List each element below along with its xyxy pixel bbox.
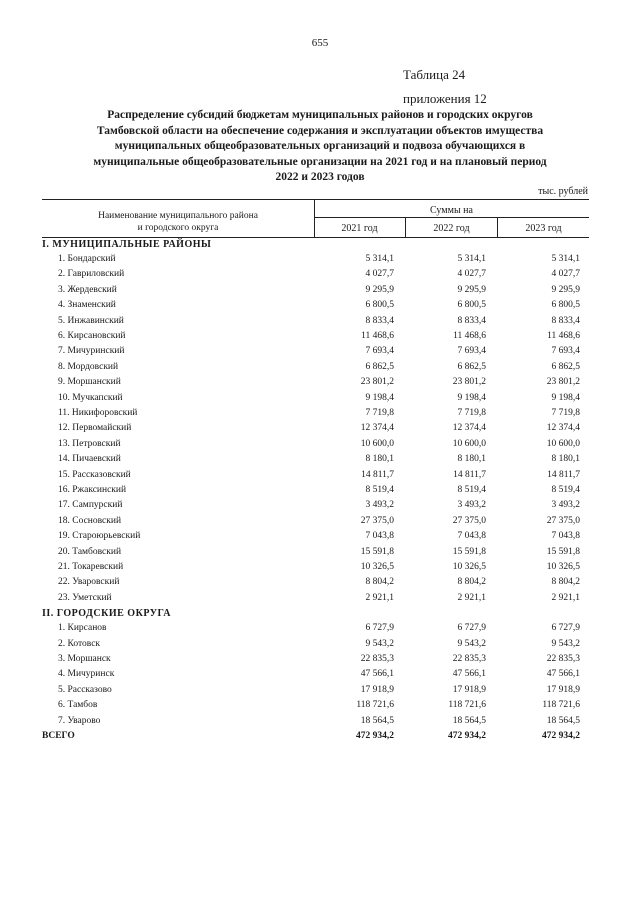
value-2021: 8 833,4 bbox=[365, 315, 394, 326]
table-row bbox=[42, 698, 589, 714]
value-2022: 10 326,5 bbox=[452, 562, 486, 572]
value-2022: 17 918,9 bbox=[452, 684, 486, 695]
value-2022: 7 719,8 bbox=[457, 408, 486, 418]
table-row bbox=[42, 575, 589, 591]
table-row bbox=[42, 406, 589, 422]
header-year-2023: 2023 год bbox=[525, 223, 562, 234]
total-label: ВСЕГО bbox=[42, 731, 75, 741]
value-2021: 22 835,3 bbox=[360, 654, 394, 664]
total-2022: 472 934,2 bbox=[448, 731, 486, 741]
value-2022: 8 519,4 bbox=[457, 485, 486, 495]
value-2021: 23 801,2 bbox=[360, 377, 394, 388]
value-2021: 7 719,8 bbox=[365, 408, 394, 418]
value-2023: 4 027,7 bbox=[551, 269, 580, 280]
value-2022: 9 543,2 bbox=[457, 638, 486, 649]
row-name: 4. Мичуринск bbox=[58, 669, 115, 680]
value-2023: 10 326,5 bbox=[546, 562, 580, 572]
value-2022: 4 027,7 bbox=[457, 269, 486, 280]
row-name: 16. Ржаксинский bbox=[58, 485, 127, 495]
header-name-column bbox=[42, 210, 314, 234]
table-row bbox=[42, 360, 589, 376]
total-2023: 472 934,2 bbox=[542, 731, 580, 741]
value-2023: 27 375,0 bbox=[546, 515, 580, 526]
title-line: муниципальных общеобразовательных организаций и подвоза обучающихся в bbox=[114, 140, 526, 152]
row-name: 4. Знаменский bbox=[58, 300, 116, 311]
table-row bbox=[42, 298, 589, 314]
row-name: 21. Токаревский bbox=[58, 562, 124, 572]
table-row bbox=[42, 514, 589, 530]
value-2022: 9 295,9 bbox=[457, 284, 486, 295]
row-name: 10. Мучкапский bbox=[58, 392, 123, 403]
value-2021: 8 180,1 bbox=[365, 454, 394, 465]
table-row bbox=[42, 252, 589, 268]
value-2023: 47 566,1 bbox=[546, 669, 580, 680]
value-2021: 14 811,7 bbox=[361, 469, 394, 480]
value-2022: 5 314,1 bbox=[457, 254, 486, 264]
value-2023: 8 180,1 bbox=[551, 454, 580, 465]
value-2021: 6 727,9 bbox=[365, 623, 394, 634]
value-2022: 15 591,8 bbox=[452, 546, 486, 557]
value-2021: 9 198,4 bbox=[365, 392, 394, 403]
row-name: 7. Мичуринский bbox=[58, 346, 125, 357]
value-2021: 9 543,2 bbox=[365, 638, 394, 649]
value-2022: 7 693,4 bbox=[457, 346, 486, 357]
table-row bbox=[42, 560, 589, 576]
table-row bbox=[42, 498, 589, 514]
value-2021: 17 918,9 bbox=[360, 684, 394, 695]
value-2023: 9 295,9 bbox=[551, 284, 580, 295]
title-line: 2022 и 2023 годов bbox=[275, 171, 365, 183]
value-2021: 6 800,5 bbox=[365, 300, 394, 311]
value-2021: 5 314,1 bbox=[365, 254, 394, 264]
value-2023: 2 921,1 bbox=[551, 592, 580, 603]
header-divider bbox=[314, 217, 589, 218]
table-row bbox=[42, 468, 589, 484]
value-2022: 8 833,4 bbox=[457, 315, 486, 326]
value-2023: 22 835,3 bbox=[546, 654, 580, 664]
value-2022: 12 374,4 bbox=[452, 423, 486, 434]
value-2023: 6 862,5 bbox=[551, 361, 580, 372]
value-2023: 17 918,9 bbox=[546, 684, 580, 695]
table-top-border bbox=[42, 199, 589, 200]
value-2021: 7 693,4 bbox=[365, 346, 394, 357]
value-2021: 47 566,1 bbox=[360, 669, 394, 680]
header-name-line: Наименование муниципального района bbox=[98, 211, 258, 221]
value-2021: 2 921,1 bbox=[365, 592, 394, 603]
row-name: 5. Рассказово bbox=[58, 684, 112, 695]
row-name: 23. Уметский bbox=[58, 592, 112, 603]
title-line: муниципальные общеобразовательные организации на 2021 год и на плановый период bbox=[93, 155, 547, 168]
value-2022: 10 600,0 bbox=[452, 438, 486, 449]
row-name: 22. Уваровский bbox=[58, 577, 120, 588]
table-row bbox=[42, 591, 589, 607]
total-2021: 472 934,2 bbox=[356, 731, 394, 741]
header-year-2022: 2022 год bbox=[433, 223, 470, 234]
table-row bbox=[42, 421, 589, 437]
value-2021: 15 591,8 bbox=[360, 546, 394, 557]
value-2023: 6 800,5 bbox=[551, 300, 580, 311]
row-name: 1. Бондарский bbox=[58, 254, 116, 264]
value-2023: 14 811,7 bbox=[547, 469, 580, 480]
value-2022: 6 862,5 bbox=[457, 361, 486, 372]
table-row bbox=[42, 652, 589, 668]
table-row bbox=[42, 375, 589, 391]
value-2023: 3 493,2 bbox=[551, 500, 580, 511]
row-name: 2. Котовск bbox=[58, 638, 101, 649]
row-name: 1. Кирсанов bbox=[58, 623, 107, 634]
table-row bbox=[42, 683, 589, 699]
table-row bbox=[42, 483, 589, 499]
header-year-2021: 2021 год bbox=[341, 223, 378, 234]
header-name-line: и городского округа bbox=[137, 223, 219, 233]
value-2021: 4 027,7 bbox=[365, 269, 394, 280]
section-heading-cities: II. ГОРОДСКИЕ ОКРУГА bbox=[42, 608, 172, 620]
value-2022: 11 468,6 bbox=[453, 331, 486, 341]
table-row bbox=[42, 344, 589, 360]
table-row bbox=[42, 329, 589, 345]
value-2021: 6 862,5 bbox=[365, 361, 394, 372]
value-2022: 6 727,9 bbox=[457, 623, 486, 634]
table-row bbox=[42, 529, 589, 545]
row-name: 15. Рассказовский bbox=[58, 469, 131, 480]
row-name: 14. Пичаевский bbox=[58, 454, 121, 465]
row-name: 20. Тамбовский bbox=[58, 546, 122, 557]
document-title bbox=[40, 108, 600, 186]
row-name: 5. Инжавинский bbox=[58, 315, 124, 326]
header-sums: Суммы на bbox=[430, 205, 473, 216]
row-name: 12. Первомайский bbox=[58, 423, 132, 434]
table-row bbox=[42, 314, 589, 330]
value-2023: 23 801,2 bbox=[546, 377, 580, 388]
value-2021: 10 326,5 bbox=[360, 562, 394, 572]
value-2023: 7 693,4 bbox=[551, 346, 580, 357]
row-name: 11. Никифоровский bbox=[58, 408, 138, 418]
value-2023: 8 833,4 bbox=[551, 315, 580, 326]
value-2023: 118 721,6 bbox=[542, 700, 580, 711]
value-2023: 8 519,4 bbox=[551, 485, 580, 495]
value-2023: 11 468,6 bbox=[547, 331, 580, 341]
value-2022: 118 721,6 bbox=[448, 700, 486, 711]
row-name: 9. Моршанский bbox=[58, 377, 121, 388]
value-2023: 5 314,1 bbox=[551, 254, 580, 264]
value-2022: 14 811,7 bbox=[453, 469, 486, 480]
value-2021: 7 043,8 bbox=[365, 531, 394, 542]
value-2022: 8 804,2 bbox=[457, 577, 486, 588]
value-2022: 18 564,5 bbox=[452, 715, 486, 726]
row-name: 17. Сампурский bbox=[58, 500, 123, 511]
value-2022: 9 198,4 bbox=[457, 392, 486, 403]
value-2021: 8 519,4 bbox=[365, 485, 394, 495]
table-row bbox=[42, 452, 589, 468]
row-name: 18. Сосновский bbox=[58, 515, 122, 526]
value-2021: 18 564,5 bbox=[360, 715, 394, 726]
row-name: 7. Уварово bbox=[58, 715, 101, 726]
value-2021: 11 468,6 bbox=[361, 331, 394, 341]
value-2022: 23 801,2 bbox=[452, 377, 486, 388]
table-row bbox=[42, 283, 589, 299]
value-2021: 12 374,4 bbox=[360, 423, 394, 434]
row-name: 8. Мордовский bbox=[58, 361, 119, 372]
total-row bbox=[42, 729, 589, 745]
value-2021: 27 375,0 bbox=[360, 515, 394, 526]
table-row bbox=[42, 545, 589, 561]
value-2021: 10 600,0 bbox=[360, 438, 394, 449]
table-row bbox=[42, 637, 589, 653]
value-2022: 7 043,8 bbox=[457, 531, 486, 542]
table-row bbox=[42, 267, 589, 283]
value-2023: 8 804,2 bbox=[551, 577, 580, 588]
page-number: 655 bbox=[311, 37, 329, 49]
value-2021: 8 804,2 bbox=[365, 577, 394, 588]
value-2022: 8 180,1 bbox=[457, 454, 486, 465]
value-2022: 6 800,5 bbox=[457, 300, 486, 311]
value-2021: 9 295,9 bbox=[365, 284, 394, 295]
value-2022: 47 566,1 bbox=[452, 669, 486, 680]
table-row bbox=[42, 667, 589, 683]
value-2023: 7 043,8 bbox=[551, 531, 580, 542]
table-row bbox=[42, 621, 589, 637]
title-line: Распределение субсидий бюджетам муниципальных районов и городских округов bbox=[107, 109, 533, 121]
value-2021: 118 721,6 bbox=[356, 700, 394, 711]
value-2023: 10 600,0 bbox=[546, 438, 580, 449]
value-2023: 6 727,9 bbox=[551, 623, 580, 634]
row-name: 6. Кирсановский bbox=[58, 331, 126, 341]
row-name: 3. Жердевский bbox=[58, 284, 117, 295]
value-2023: 9 198,4 bbox=[551, 392, 580, 403]
value-2022: 27 375,0 bbox=[452, 515, 486, 526]
value-2022: 2 921,1 bbox=[457, 592, 486, 603]
value-2023: 9 543,2 bbox=[551, 638, 580, 649]
title-line: Тамбовской области на обеспечение содержания и эксплуатации объектов имущества bbox=[96, 124, 544, 137]
value-2023: 15 591,8 bbox=[546, 546, 580, 557]
table-row bbox=[42, 714, 589, 730]
table-row bbox=[42, 391, 589, 407]
section-heading-districts: I. МУНИЦИПАЛЬНЫЕ РАЙОНЫ bbox=[42, 239, 212, 250]
value-2023: 18 564,5 bbox=[546, 715, 580, 726]
value-2022: 3 493,2 bbox=[457, 500, 486, 511]
appendix-label: приложения 12 bbox=[403, 91, 487, 106]
value-2021: 3 493,2 bbox=[365, 500, 394, 511]
row-name: 19. Староюрьевский bbox=[58, 531, 141, 542]
value-2022: 22 835,3 bbox=[452, 654, 486, 664]
row-name: 2. Гавриловский bbox=[58, 269, 125, 280]
value-2023: 7 719,8 bbox=[551, 408, 580, 418]
table-row bbox=[42, 437, 589, 453]
header-bottom-border bbox=[42, 237, 589, 238]
row-name: 13. Петровский bbox=[58, 438, 121, 449]
row-name: 3. Моршанск bbox=[58, 654, 111, 664]
units-label: тыс. рублей bbox=[538, 186, 588, 197]
table-label: Таблица 24 bbox=[403, 67, 466, 82]
value-2023: 12 374,4 bbox=[546, 423, 580, 434]
row-name: 6. Тамбов bbox=[58, 700, 98, 711]
